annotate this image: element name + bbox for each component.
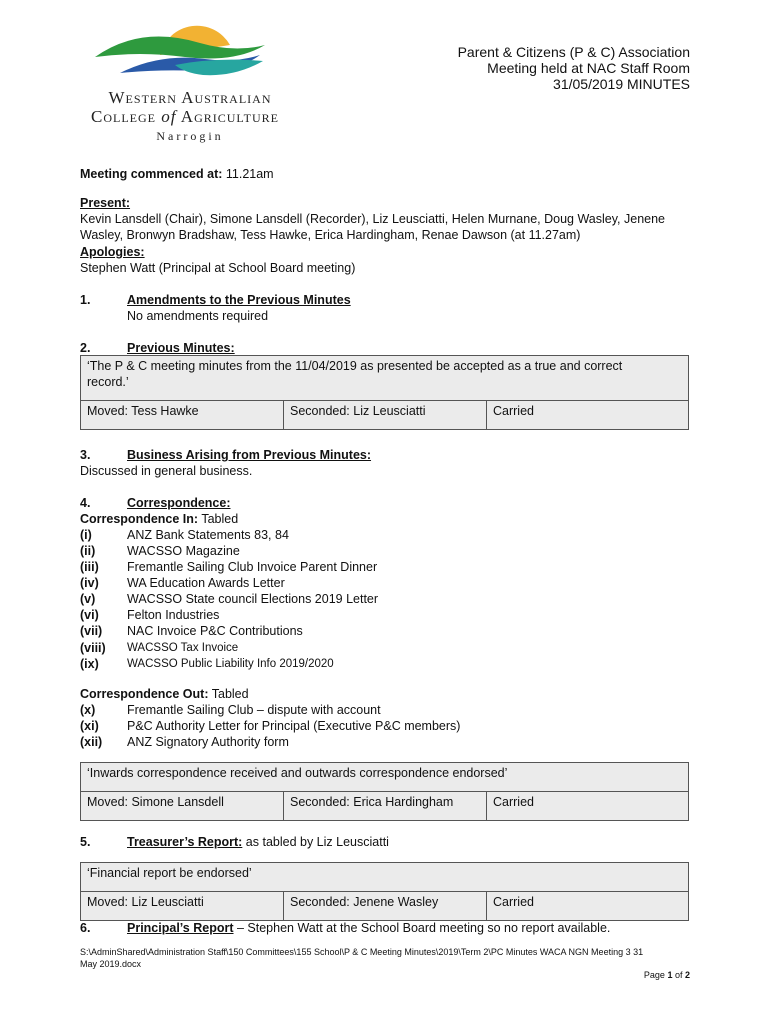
list-item: ANZ Bank Statements 83, 84 (127, 528, 289, 542)
item-5-title: Treasurer’s Report: (127, 835, 243, 849)
item-4-motion: ‘Inwards correspondence received and outwards correspondence endorsed’ (81, 763, 689, 792)
item-2-result: Carried (487, 401, 689, 430)
logo-line-2a: College (91, 107, 162, 126)
header-venue: Meeting held at NAC Staff Room (487, 60, 690, 76)
item-4-number: 4. (80, 496, 91, 510)
list-item: WACSSO State council Elections 2019 Letter (127, 592, 379, 606)
item-1-title: Amendments to the Previous Minutes (127, 293, 351, 307)
list-item-number: (ii) (80, 544, 96, 558)
present-heading: Present: (80, 196, 131, 210)
list-item: WA Education Awards Letter (127, 576, 285, 590)
list-item-number: (viii) (80, 641, 106, 655)
item-5-number: 5. (80, 835, 91, 849)
footer-file-path-1: S:\AdminShared\Administration Staff\150 Committees\155 School\P & C Meeting Minutes\2019\Term 2\PC Minutes WACA NGN Meeting 3 31 (80, 947, 644, 957)
item-5-result: Carried (487, 892, 689, 921)
item-2-motion: ‘The P & C meeting minutes from the 11/04/2019 as presented be accepted as a true and correct record.’ (81, 356, 689, 401)
list-item: P&C Authority Letter for Principal (Executive P&C members) (127, 719, 461, 733)
list-item: Fremantle Sailing Club Invoice Parent Dinner (127, 560, 378, 574)
logo-line-3: Narrogin (156, 129, 224, 143)
present-line-1: Kevin Lansdell (Chair), Simone Lansdell (Recorder), Liz Leusciatti, Helen Murnane, Doug Wasley, Jenene (80, 212, 666, 226)
item-5-text: as tabled by Liz Leusciatti (242, 835, 389, 849)
list-item-number: (iv) (80, 576, 99, 590)
list-item: Fremantle Sailing Club – dispute with account (127, 703, 381, 717)
page-number (644, 969, 690, 981)
page-current: 1 (667, 970, 673, 980)
item-3-title: Business Arising from Previous Minutes: (127, 448, 372, 462)
apologies-heading: Apologies: (80, 245, 145, 259)
item-2-seconded: Seconded: Liz Leusciatti (284, 401, 487, 430)
page-prefix: Page (643, 970, 668, 980)
page-of: of (672, 970, 685, 980)
list-item: NAC Invoice P&C Contributions (127, 624, 303, 638)
item-4-title: Correspondence: (127, 496, 231, 510)
item-4-result: Carried (487, 792, 689, 821)
correspondence-out (80, 686, 249, 702)
item-1-text: No amendments required (127, 309, 269, 323)
meeting-commenced (80, 166, 274, 182)
list-item-number: (i) (80, 528, 92, 542)
list-item-number: (vii) (80, 624, 103, 638)
apologies-text: Stephen Watt (Principal at School Board meeting) (80, 261, 356, 275)
header-title: Parent & Citizens (P & C) Association (457, 44, 690, 60)
list-item-number: (vi) (80, 608, 99, 622)
logo-line-1: Western Australian (108, 88, 272, 107)
logo-line-2b: of (161, 107, 177, 126)
logo-emblem (85, 15, 285, 90)
list-item: WACSSO Tax Invoice (127, 642, 239, 654)
item-6-heading (127, 920, 610, 936)
list-item: WACSSO Public Liability Info 2019/2020 (127, 658, 334, 670)
item-5-motion-table (80, 862, 689, 921)
present-line-2: Wasley, Bronwyn Bradshaw, Tess Hawke, Erica Hardingham, Renae Dawson (at 11.27am) (80, 228, 581, 242)
commenced-label: Meeting commenced at: (80, 167, 223, 181)
item-2-moved: Moved: Tess Hawke (81, 401, 284, 430)
item-5-motion: ‘Financial report be endorsed’ (81, 863, 689, 892)
list-item-number: (iii) (80, 560, 99, 574)
correspondence-in-label: Correspondence In: (80, 512, 199, 526)
header-date: 31/05/2019 MINUTES (553, 76, 690, 92)
item-4-moved: Moved: Simone Lansdell (81, 792, 284, 821)
correspondence-out-label: Correspondence Out: (80, 687, 209, 701)
correspondence-in (80, 511, 238, 527)
item-1-number: 1. (80, 293, 91, 307)
item-5-heading (127, 834, 389, 850)
list-item-number: (x) (80, 703, 96, 717)
item-2-number: 2. (80, 341, 91, 355)
item-5-seconded: Seconded: Jenene Wasley (284, 892, 487, 921)
item-5-moved: Moved: Liz Leusciatti (81, 892, 284, 921)
item-3-number: 3. (80, 448, 91, 462)
item-2-motion-table (80, 355, 689, 430)
correspondence-in-value: Tabled (198, 512, 239, 526)
commenced-value: 11.21am (222, 167, 274, 181)
college-logo (85, 15, 285, 145)
item-6-number: 6. (80, 921, 91, 935)
item-6-title: Principal’s Report (127, 921, 234, 935)
page-total: 2 (684, 970, 690, 980)
correspondence-out-value: Tabled (208, 687, 249, 701)
list-item-number: (v) (80, 592, 96, 606)
item-6-text: – Stephen Watt at the School Board meeting so no report available. (233, 921, 611, 935)
logo-line-2c: Agriculture (176, 107, 279, 126)
list-item: WACSSO Magazine (127, 544, 240, 558)
item-2-title: Previous Minutes: (127, 341, 235, 355)
item-4-motion-table (80, 762, 689, 821)
footer-file-path-2: May 2019.docx (80, 959, 142, 969)
list-item: ANZ Signatory Authority form (127, 735, 289, 749)
list-item: Felton Industries (127, 608, 220, 622)
list-item-number: (ix) (80, 657, 99, 671)
list-item-number: (xii) (80, 735, 103, 749)
item-3-text: Discussed in general business. (80, 464, 253, 478)
item-4-seconded: Seconded: Erica Hardingham (284, 792, 487, 821)
list-item-number: (xi) (80, 719, 99, 733)
